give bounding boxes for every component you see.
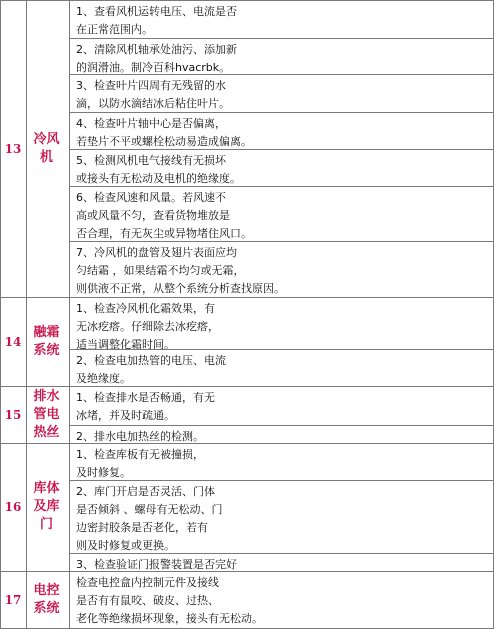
table-row [0, 443, 494, 571]
table-row [0, 571, 494, 629]
maintenance-item [70, 149, 494, 186]
item-text-line: 7、冷风机的盘管及翅片表面应均 [76, 246, 237, 259]
equipment-name [26, 571, 67, 629]
maintenance-item [70, 297, 494, 349]
row-number [0, 0, 26, 297]
row-number [0, 571, 26, 629]
row-number [0, 386, 26, 443]
item-text-line: 冰堵，并及时疏通。 [76, 409, 175, 422]
maintenance-item [70, 0, 494, 38]
item-text-line: 3、检查叶片四周有无残留的水 [76, 79, 226, 92]
item-text-line: 5、检测风机电气接线有无损坏 [76, 154, 226, 167]
maintenance-items [70, 297, 494, 386]
item-text-line: 及绝缘度。 [76, 372, 131, 385]
item-text-line: 1、检查库板有无被撞损， [76, 448, 204, 461]
equipment-name-line: 排水 [33, 388, 60, 404]
row-divider [0, 571, 494, 572]
column-divider [69, 0, 70, 629]
item-text-line: 无冰疙瘩。仔细除去冰疙瘩， [76, 320, 219, 333]
row-number-text: 14 [4, 334, 22, 349]
item-text-line: 是否有有鼠咬、破皮、过热、 [76, 594, 219, 607]
item-text-line: 否合理，有无灰尘或异物堵住风口。 [76, 227, 252, 240]
maintenance-item [70, 553, 494, 571]
item-text-line: 6、检查风速和风量。若风速不 [76, 191, 226, 204]
item-text-line: 匀结霜 ，如果结霜不均匀或无霜， [76, 264, 245, 277]
item-text-line: 在正常范围内。 [76, 23, 153, 36]
equipment-name-line: 门 [39, 517, 53, 532]
item-text-line: 2、清除风机轴承处油污、添加新 [76, 43, 237, 56]
table-top-border [0, 0, 494, 1]
item-text-line: 检查电控盒内控制元件及接线 [76, 576, 219, 589]
table-row [0, 0, 494, 297]
item-text-line: 1、查看风机运转电压、电流是否 [76, 5, 237, 18]
row-number-text: 15 [4, 407, 22, 422]
item-text-line: 边密封胶条是否老化，若有 [76, 521, 208, 534]
maintenance-item [70, 571, 494, 629]
maintenance-item [70, 38, 494, 74]
row-number-text: 13 [4, 141, 22, 156]
maintenance-item [70, 425, 494, 443]
item-text-line: 滴，以防水滴结冰后粘住叶片。 [76, 97, 230, 110]
item-text-line: 则供液不正常，从整个系统分析查找原因。 [76, 282, 285, 295]
maintenance-item [70, 74, 494, 112]
equipment-name-line: 库体 [33, 481, 60, 496]
item-text-line: 老化等绝缘损坏现象，接头有无松动。 [76, 612, 263, 625]
item-text-line: 若垫片不平或螺栓松动易造成偏离。 [76, 135, 252, 148]
maintenance-item [70, 443, 494, 480]
item-text-line: 1、检查排水是否畅通，有无 [76, 391, 215, 404]
table-left-border [0, 0, 1, 629]
item-text-line: 则及时修复或更换。 [76, 539, 175, 552]
equipment-name-line: 机 [39, 149, 53, 165]
equipment-name-line: 系统 [33, 601, 60, 616]
row-divider [0, 297, 494, 298]
item-text-line: 2、库门开启是否灵活、门体 [76, 485, 215, 498]
item-text-line: 及时修复。 [76, 466, 131, 479]
maintenance-items [70, 443, 494, 571]
equipment-name-line: 热丝 [33, 424, 60, 440]
item-text-line: 2、排水电加热丝的检测。 [76, 430, 204, 443]
equipment-name-line: 电控 [33, 583, 60, 598]
row-number [0, 297, 26, 386]
maintenance-items [70, 386, 494, 443]
equipment-name-line: 融霜 [33, 324, 60, 340]
row-divider [0, 443, 494, 444]
equipment-name-line: 管电 [33, 406, 60, 422]
maintenance-item [70, 480, 494, 553]
column-divider [26, 0, 27, 629]
maintenance-item [70, 241, 494, 297]
maintenance-items [70, 0, 494, 297]
item-text-line: 1、检查冷风机化霜效果，有 [76, 302, 215, 315]
item-text-line: 或接头有无松动及电机的绝缘度。 [76, 172, 241, 185]
maintenance-items [70, 571, 494, 629]
equipment-name [26, 386, 67, 443]
row-number-text: 16 [4, 500, 22, 514]
table-row [0, 297, 494, 386]
item-text-line: 高或风量不匀，查看货物堆放是 [76, 209, 230, 222]
maintenance-item [70, 112, 494, 149]
row-number-text: 17 [4, 593, 22, 607]
equipment-name-line: 冷风 [33, 131, 60, 147]
maintenance-item [70, 386, 494, 425]
equipment-name [26, 443, 67, 571]
table-row [0, 386, 494, 443]
maintenance-item [70, 186, 494, 241]
item-text-line: 4、检查叶片轴中心是否偏离， [76, 117, 226, 130]
equipment-name [26, 0, 67, 297]
equipment-name [26, 297, 67, 386]
item-text-line: 2、检查电加热管的电压、电流 [76, 354, 226, 367]
row-number [0, 443, 26, 571]
equipment-name-line: 系统 [33, 342, 60, 358]
item-text-line: 的润滑油。制冷百科hvacrbk。 [76, 61, 231, 74]
maintenance-item [70, 349, 494, 386]
item-text-line: 是否倾斜 、螺母有无松动、门 [76, 503, 223, 516]
equipment-name-line: 及库 [33, 499, 60, 514]
item-text-line: 适当调整化霜时间。 [76, 338, 175, 349]
item-text-line: 3、检查验证门报警装置是否完好 [76, 558, 237, 571]
row-divider [0, 386, 494, 387]
